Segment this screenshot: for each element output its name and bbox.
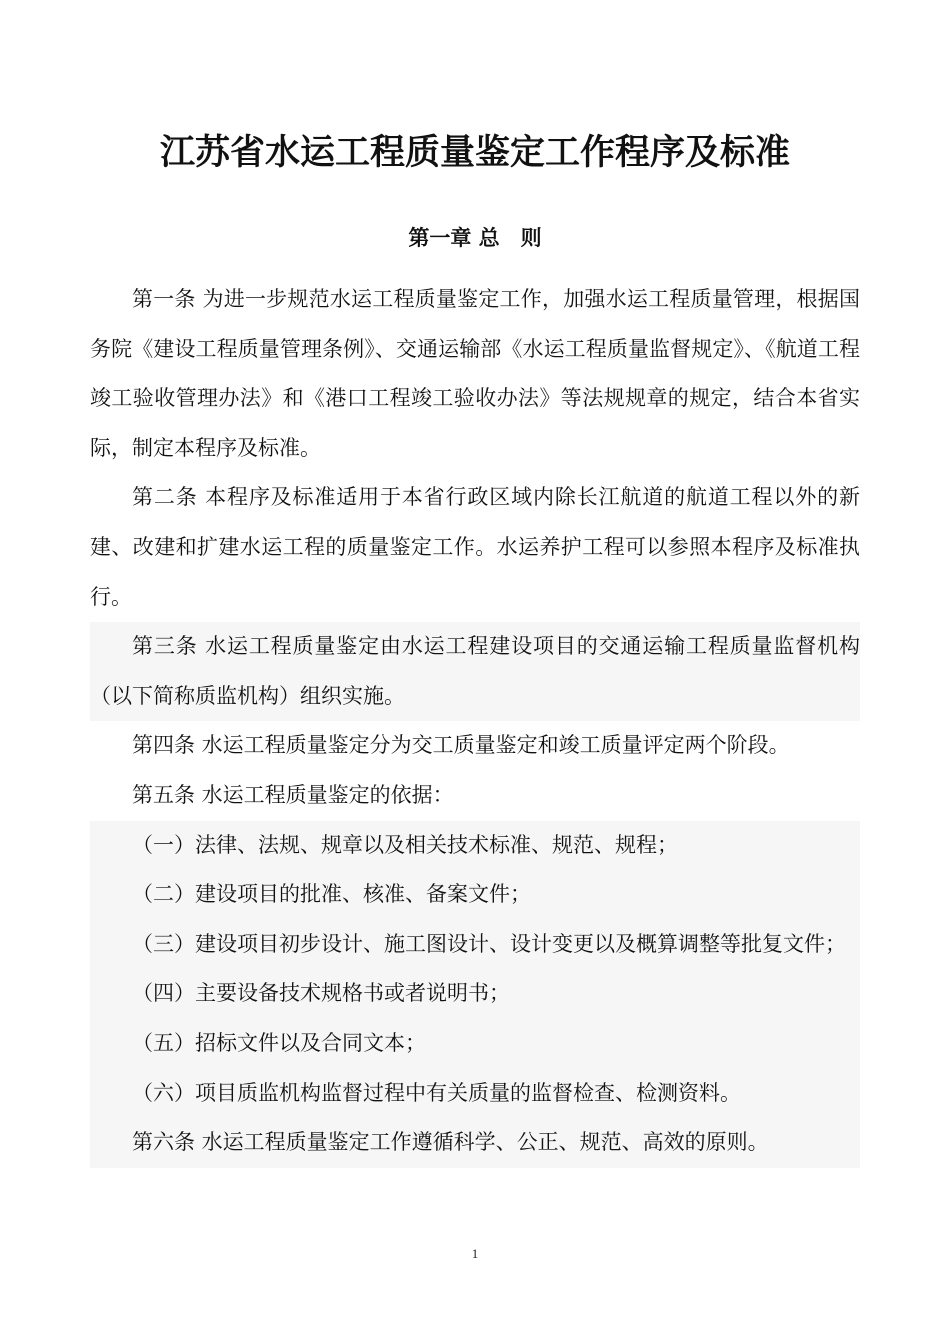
basis-item-2: （二）建设项目的批准、核准、备案文件； (132, 882, 531, 907)
article-6: 第六条 水运工程质量鉴定工作遵循科学、公正、规范、高效的原则。 (132, 1130, 769, 1155)
basis-item-4: （四）主要设备技术规格书或者说明书； (132, 981, 510, 1006)
basis-item-5: （五）招标文件以及合同文本； (132, 1030, 426, 1055)
article-4: 第四条 水运工程质量鉴定分为交工质量鉴定和竣工质量评定两个阶段。 (132, 733, 790, 758)
article-5: 第五条 水运工程质量鉴定的依据： (132, 782, 454, 807)
basis-item-1: （一）法律、法规、规章以及相关技术标准、规范、规程； (132, 832, 678, 857)
article-1: 第一条 为进一步规范水运工程质量鉴定工作，加强水运工程质量管理，根据国务院《建设工程质量管理条例》、交通运输部《水运工程质量监督规定》、《航道工程竣工验收管理办法》和《港口工程竣工验收办法》等法规规章的规定，结合本省实际，制定本程序及标准。 (90, 287, 860, 460)
article-3: 第三条 水运工程质量鉴定由水运工程建设项目的交通运输工程质量监督机构（以下简称质监机构）组织实施。 (90, 622, 860, 721)
basis-list (90, 821, 860, 1168)
document-body (90, 275, 860, 1168)
article-2: 第二条 本程序及标准适用于本省行政区域内除长江航道的航道工程以外的新建、改建和扩建水运工程的质量鉴定工作。水运养护工程可以参照本程序及标准执行。 (90, 485, 860, 609)
page-number: 1 (471, 1246, 479, 1261)
basis-item-3: （三）建设项目初步设计、施工图设计、设计变更以及概算调整等批复文件； (132, 931, 846, 956)
basis-item-6: （六）项目质监机构监督过程中有关质量的监督检查、检测资料。 (132, 1080, 741, 1105)
chapter-heading: 第一章 总 则 (408, 225, 542, 250)
document-title: 江苏省水运工程质量鉴定工作程序及标准 (159, 132, 790, 173)
